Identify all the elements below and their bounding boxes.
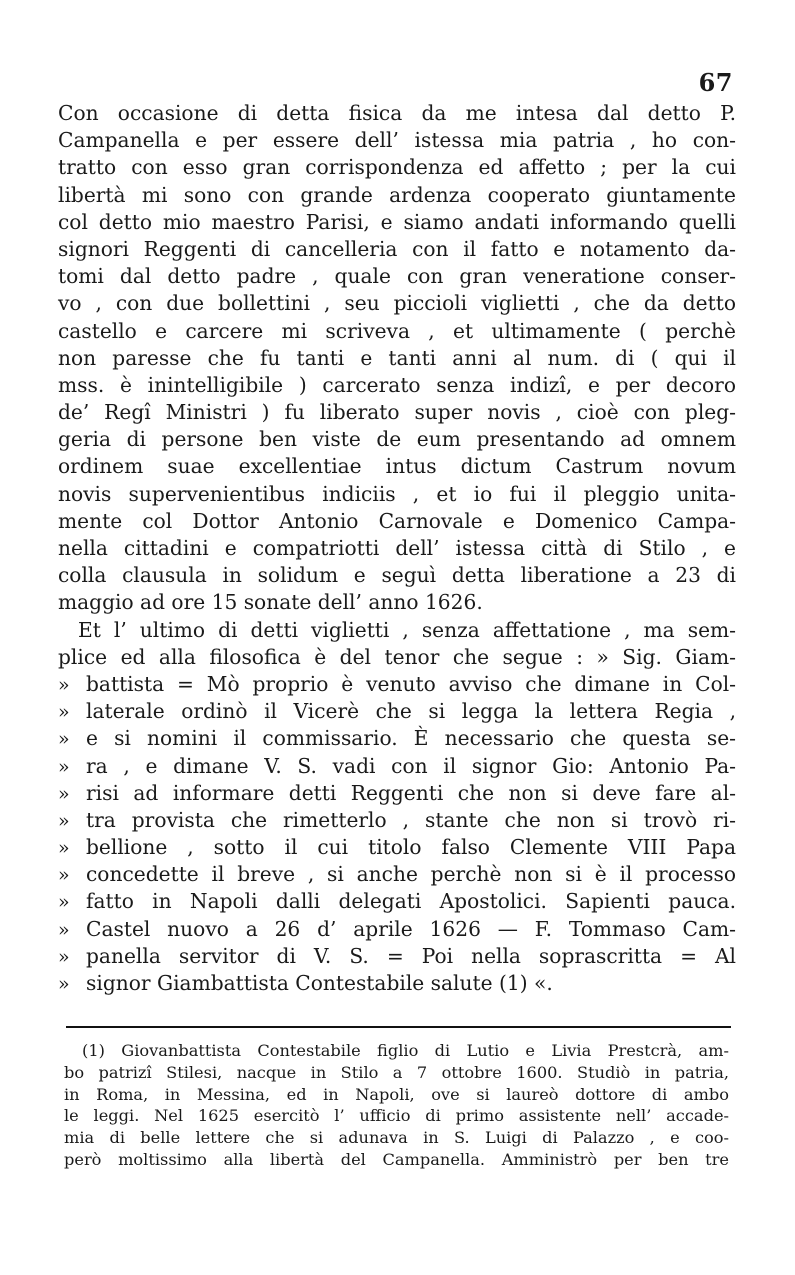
quote-mark: » <box>58 918 70 941</box>
text-line: Et l’ ultimo di detti viglietti , senza affettatione , ma sem- <box>78 617 736 642</box>
footnote-divider <box>66 1026 731 1028</box>
footnote-line: in Roma, in Messina, ed in Napoli, ove si laureò dottore di ambo <box>64 1084 729 1104</box>
quote-mark: » <box>58 701 70 724</box>
quote-text: battista = Mò proprio è venuto avviso che dimane in Col- <box>86 671 736 696</box>
quote-mark: » <box>58 864 70 887</box>
footnote-line: (1) Giovanbattista Contestabile figlio di Lutio e Livia Prestcrà, am- <box>82 1041 729 1060</box>
quote-mark: » <box>58 945 70 968</box>
quote-text: panella servitor di V. S. = Poi nella soprascritta = Al <box>86 943 736 968</box>
quote-mark: » <box>58 809 70 832</box>
text-line: nella cittadini e compatriotti dell’ istessa città di Stilo , e <box>58 536 736 560</box>
text-line: ordinem suae excellentiae intus dictum Castrum novum <box>58 454 736 479</box>
footnote-line: bo patrizî Stilesi, nacque in Stilo a 7 ottobre 1600. Studiò in patria, <box>64 1062 729 1082</box>
quote-mark: » <box>58 973 70 995</box>
text-line: libertà mi sono con grande ardenza cooperato giuntamente <box>58 182 736 207</box>
text-line: colla clausula in solidum e seguì detta liberatione a 23 di <box>58 563 736 588</box>
text-line: novis supervenientibus indiciis , et io fui il pleggio unita- <box>58 481 736 506</box>
footnote-line: mia di belle lettere che si adunava in S. Luigi di Palazzo , e coo- <box>64 1128 729 1148</box>
quote-mark: » <box>58 728 70 751</box>
quote-text: bellione , sotto il cui titolo falso Clemente VIII Papa <box>86 835 736 860</box>
quote-mark: » <box>58 673 70 696</box>
text-line: geria di persone ben viste de eum presentando ad omnem <box>58 427 736 452</box>
main-text <box>58 100 736 997</box>
quote-mark: » <box>58 782 70 805</box>
quote-text: concedette il breve , si anche perchè non si è il processo <box>86 862 736 887</box>
text-line: Campanella e per essere dell’ istessa mia patria , ho con- <box>58 128 736 153</box>
text-line: signori Reggenti di cancelleria con il fatto e notamento da- <box>58 236 736 261</box>
text-line: mss. è inintelligibile ) carcerato senza indizî, e per decoro <box>58 372 736 397</box>
quote-line <box>58 916 736 943</box>
quote-text: laterale ordinò il Vicerè che si legga la lettera Regia , <box>86 699 736 724</box>
quote-mark: » <box>58 837 70 860</box>
page-number: 67 <box>698 68 733 97</box>
text-line: vo , con due bollettini , seu piccioli viglietti , che da detto <box>58 291 736 316</box>
quote-line <box>58 861 736 888</box>
quote-line <box>58 753 736 780</box>
quote-mark: » <box>58 755 70 778</box>
text-line: castello e carcere mi scriveva , et ultimamente ( perchè <box>58 318 736 343</box>
quote-line <box>58 888 736 915</box>
quote-line <box>58 970 736 997</box>
text-line: maggio ad ore 15 sonate dell’ anno 1626. <box>58 590 483 615</box>
footnote-line: le leggi. Nel 1625 esercitò l’ ufficio di primo assistente nell’ accade- <box>64 1106 729 1126</box>
quote-text: signor Giambattista Contestabile salute (1) «. <box>86 971 553 995</box>
quote-text: fatto in Napoli dalli delegati Apostolici. Sapienti pauca. <box>86 889 736 914</box>
text-line: col detto mio maestro Parisi, e siamo andati informando quelli <box>58 209 736 234</box>
quote-text: tra provista che rimetterlo , stante che non si trovò ri- <box>86 807 736 832</box>
text-line: plice ed alla filosofica è del tenor che segue : » Sig. Giam- <box>58 644 736 669</box>
text-line: non paresse che fu tanti e tanti anni al num. di ( qui il <box>58 345 736 370</box>
quote-line <box>58 671 736 698</box>
text-line: mente col Dottor Antonio Carnovale e Domenico Campa- <box>58 508 736 533</box>
text-line: de’ Regî Ministri ) fu liberato super novis , cioè con pleg- <box>58 400 736 425</box>
quote-line <box>58 807 736 834</box>
text-line: Con occasione di detta fisica da me intesa dal detto P. <box>58 101 736 125</box>
quote-text: ra , e dimane V. S. vadi con il signor Gio: Antonio Pa- <box>86 753 736 778</box>
quote-line <box>58 943 736 970</box>
quote-line <box>58 780 736 807</box>
quote-text: e si nomini il commissario. È necessario che questa se- <box>86 726 736 751</box>
quote-line <box>58 834 736 861</box>
quote-line <box>58 725 736 752</box>
text-line: tomi dal detto padre , quale con gran veneratione conser- <box>58 264 736 289</box>
footnote-line: però moltissimo alla libertà del Campanella. Amministrò per ben tre <box>64 1149 729 1169</box>
quote-text: risi ad informare detti Reggenti che non si deve fare al- <box>86 780 736 805</box>
quote-line <box>58 698 736 725</box>
quote-mark: » <box>58 891 70 914</box>
footnote <box>64 1040 729 1171</box>
text-line: tratto con esso gran corrispondenza ed affetto ; per la cui <box>58 155 736 180</box>
quote-text: Castel nuovo a 26 d’ aprile 1626 — F. Tommaso Cam- <box>86 916 736 941</box>
